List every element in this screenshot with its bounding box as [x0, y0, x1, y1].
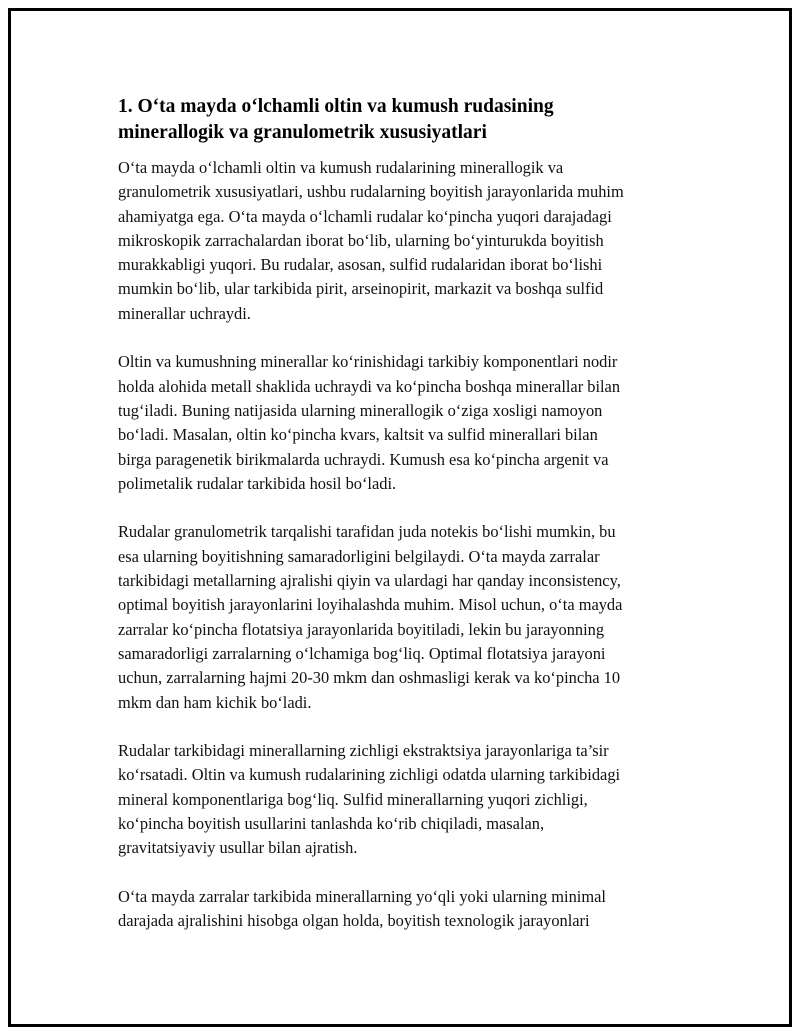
text-line: granulometrik xususiyatlari, ushbu rudalarning boyitish jarayonlarida muhim — [118, 182, 624, 202]
text-line: Oltin va kumushning minerallar ko‘rinishidagi tarkibiy komponentlari nodir — [118, 352, 618, 372]
text-line: birga paragenetik birikmalarda uchraydi. Kumush esa ko‘pincha argenit va — [118, 449, 609, 469]
heading-line: minerallogik va granulometrik xususiyatlari — [118, 122, 487, 143]
text-line: uchun, zarralarning hajmi 20-30 mkm dan oshmasligi kerak va ko‘pincha 10 — [118, 668, 621, 688]
paragraph-3 — [118, 520, 698, 714]
text-line: darajada ajralishini hisobga olgan holda, boyitish texnologik jarayonlari — [118, 911, 590, 931]
text-line: tarkibidagi metallarning ajralishi qiyin va ulardagi har qanday inconsistency, — [118, 571, 621, 591]
paragraph-1 — [118, 156, 698, 326]
text-line: mkm dan ham kichik bo‘ladi. — [118, 692, 312, 712]
text-line: ko‘pincha boyitish usullarini tanlashda ko‘rib chiqiladi, masalan, — [118, 814, 545, 834]
heading-line: 1. O‘ta mayda o‘lchamli oltin va kumush rudasining — [118, 96, 554, 117]
text-line: ko‘rsatadi. Oltin va kumush rudalarining zichligi odatda ularning tarkibidagi — [118, 765, 621, 785]
paragraph-2 — [118, 350, 698, 496]
text-line: samaradorligi zarralarning o‘lchamiga bog‘liq. Optimal flotatsiya jarayoni — [118, 643, 606, 663]
text-line: holda alohida metall shaklida uchraydi va ko‘pincha boshqa minerallar bilan — [118, 376, 621, 396]
text-line: optimal boyitish jarayonlarini loyihalashda muhim. Misol uchun, o‘ta mayda — [118, 595, 623, 615]
text-line: Rudalar granulometrik tarqalishi tarafidan juda notekis bo‘lishi mumkin, bu — [118, 522, 616, 542]
text-line: mumkin bo‘lib, ular tarkibida pirit, arseinopirit, markazit va boshqa sulfid — [118, 279, 604, 299]
text-line: murakkabligi yuqori. Bu rudalar, asosan, sulfid rudalaridan iborat bo‘lishi — [118, 255, 603, 275]
text-line: esa ularning boyitishning samaradorligini belgilaydi. O‘ta mayda zarralar — [118, 546, 600, 566]
text-line: mineral komponentlariga bog‘liq. Sulfid minerallarning yuqori zichligi, — [118, 789, 588, 809]
paragraph-5 — [118, 885, 698, 934]
section-heading — [118, 94, 698, 146]
text-line: tug‘iladi. Buning natijasida ularning minerallogik o‘ziga xosligi namoyon — [118, 400, 603, 420]
paragraph-4 — [118, 739, 698, 860]
text-line: mikroskopik zarrachalardan iborat bo‘lib, ularning bo‘yinturukda boyitish — [118, 230, 604, 250]
text-line: O‘ta mayda o‘lchamli oltin va kumush rudalarining minerallogik va — [118, 158, 564, 177]
text-line: ahamiyatga ega. O‘ta mayda o‘lchamli rudalar ko‘pincha yuqori darajadagi — [118, 206, 612, 226]
text-line: minerallar uchraydi. — [118, 303, 251, 323]
text-line: O‘ta mayda zarralar tarkibida minerallarning yo‘qli yoki ularning minimal — [118, 886, 606, 906]
text-line: bo‘ladi. Masalan, oltin ko‘pincha kvars, kaltsit va sulfid minerallari bilan — [118, 425, 598, 445]
document-body — [118, 94, 698, 958]
text-line: polimetalik rudalar tarkibida hosil bo‘ladi. — [118, 473, 397, 493]
text-line: gravitatsiyaviy usullar bilan ajratish. — [118, 838, 358, 858]
text-line: Rudalar tarkibidagi minerallarning zichligi ekstraktsiya jarayonlariga ta’sir — [118, 741, 609, 761]
text-line: zarralar ko‘pincha flotatsiya jarayonlarida boyitiladi, lekin bu jarayonning — [118, 619, 605, 639]
